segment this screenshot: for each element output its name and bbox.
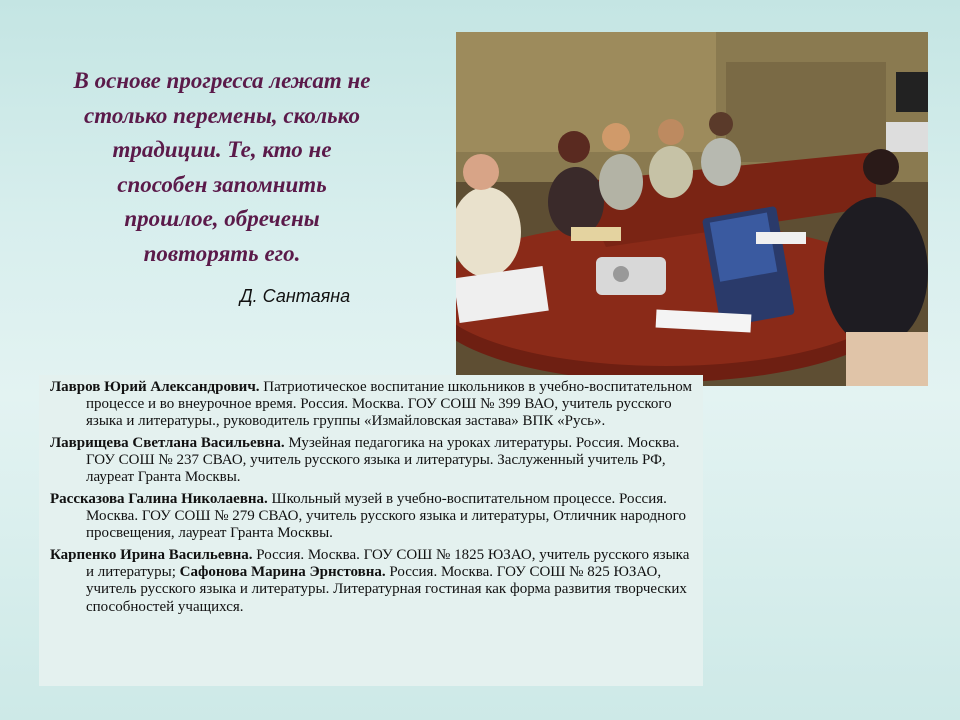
quote-author: Д. Сантаяна [240, 286, 351, 306]
quote-line: В основе прогресса лежат не [73, 68, 371, 93]
participant-description: Музейная педагогика на уроках литературы. Россия. Москва. ГОУ СОШ № 237 СВАО, учитель русского языка и литературы. Заслуженный учитель РФ, лауреат Гранта Москвы. [86, 435, 680, 486]
participant-entry [50, 547, 693, 616]
participant-entry [50, 491, 693, 543]
participant-description: Патриотическое воспитание школьников в учебно-воспитательном процессе и во внеурочное время. Россия. Москва. ГОУ СОШ № 399 ВАО, учитель русского языка и литературы., руководитель группы «Измайловская застава» ВПК «Русь». [86, 379, 692, 430]
participants-text [39, 375, 703, 686]
participant-description: Россия. Москва. ГОУ СОШ № 1825 ЮЗАО, учитель русского языка и литературы; [86, 547, 690, 581]
participant-description: Школьный музей в учебно-воспитательном процессе. Россия. Москва. ГОУ СОШ № 279 СВАО, учитель русского языка и литературы, Отличник народного просвещения, лауреат Гранта Москвы. [86, 491, 686, 542]
participant-name: Карпенко Ирина Васильевна. [50, 547, 253, 563]
quote-line: повторять его. [143, 240, 301, 266]
participant-name: Рассказова Галина Николаевна. [50, 491, 268, 507]
participant-entry [50, 435, 693, 487]
participant-entry [50, 379, 693, 431]
participant-description: Россия. Москва. ГОУ СОШ № 825 ЮЗАО, учитель русского языка и литературы. Литературная гостиная как форма развития творческих способностей учащихся. [86, 564, 687, 615]
meeting-photo [456, 32, 928, 386]
quote [42, 64, 402, 271]
quote-line: традиции. Те, кто не [112, 137, 332, 162]
quote-line: столько перемены, сколько [84, 102, 360, 128]
participant-name: Сафонова Марина Эрнстовна. [179, 564, 386, 581]
participant-name: Лаврищева Светлана Васильевна. [50, 435, 285, 451]
quote-line: способен запомнить [117, 171, 327, 197]
quote-line: прошлое, обречены [124, 206, 320, 231]
participant-name: Лавров Юрий Александрович. [50, 379, 260, 395]
